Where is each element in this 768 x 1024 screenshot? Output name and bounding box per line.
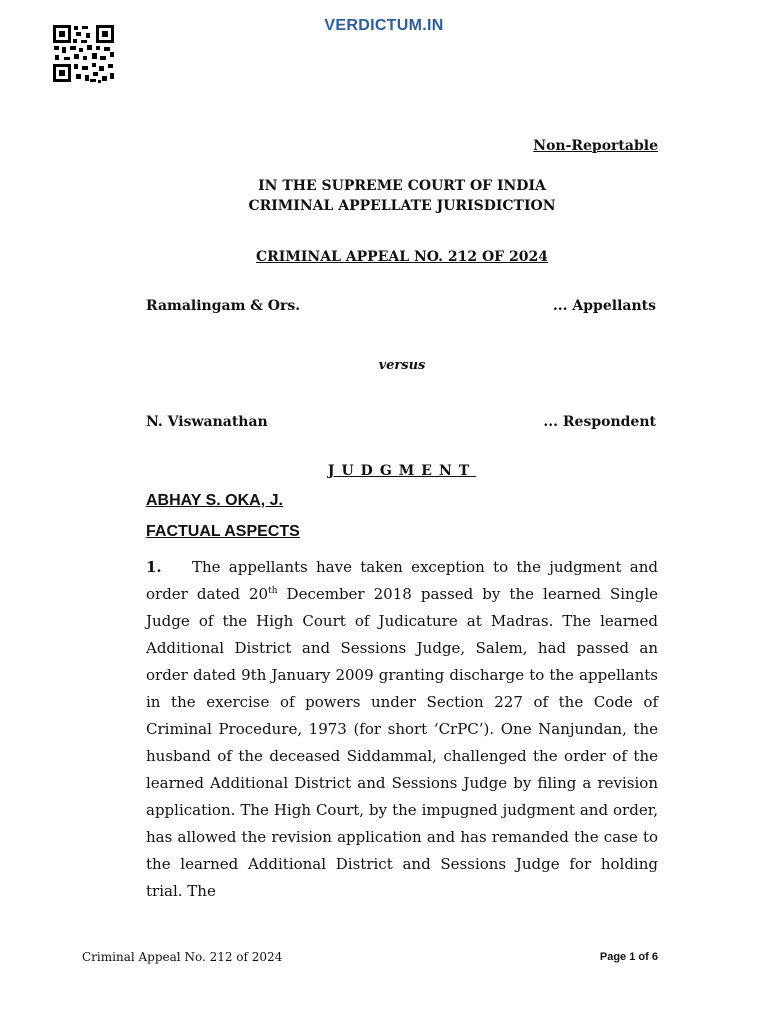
respondent-name: N. Viswanathan — [146, 414, 268, 430]
section-heading: FACTUAL ASPECTS — [146, 523, 300, 540]
court-name: IN THE SUPREME COURT OF INDIA — [258, 178, 546, 194]
paragraph-1 — [146, 554, 658, 905]
reportable-status: Non-Reportable — [533, 138, 658, 154]
paragraph-number: 1. — [146, 558, 162, 576]
footer-case-ref: Criminal Appeal No. 212 of 2024 — [82, 950, 283, 964]
page-label: Page — [599, 951, 627, 963]
versus-label: versus — [378, 358, 426, 373]
appellant-name: Ramalingam & Ors. — [146, 298, 301, 314]
appellant-role: ... Appellants — [552, 298, 656, 314]
ordinal-suffix: th — [268, 586, 278, 596]
watermark: VERDICTUM.IN — [324, 17, 444, 34]
respondent-role: ... Respondent — [543, 414, 656, 430]
page-current: 1 — [629, 951, 636, 963]
paragraph-text-part1: The appellants have taken exception to the judgment and order dated 20 — [146, 558, 658, 603]
judgment-heading: JUDGMENT — [327, 463, 477, 479]
page-total: 6 — [651, 951, 658, 963]
judge-name: ABHAY S. OKA, J. — [146, 492, 283, 509]
page-of: of — [638, 951, 649, 963]
paragraph-text-part2: December 2018 passed by the learned Single Judge of the High Court of Judicature at Madras. The learned Additional District and Sessions Judge, Salem, had passed an order dated 9th January 2009 granting discharge to the appellants in the exercise of powers under Section 227 of the Code of Criminal Procedure, 1973 (for short ‘CrPC’). One Nanjundan, the husband of the deceased Siddammal, challenged the order of the learned Additional District and Sessions Judge by filing a revision application. The High Court, by the impugned judgment and order, has allowed the revision application and has remanded the case to the learned Additional District and Sessions Judge for holding trial. The — [146, 585, 658, 900]
page-indicator — [600, 951, 658, 963]
appeal-number: CRIMINAL APPEAL NO. 212 OF 2024 — [256, 249, 548, 265]
jurisdiction: CRIMINAL APPELLATE JURISDICTION — [248, 198, 556, 214]
